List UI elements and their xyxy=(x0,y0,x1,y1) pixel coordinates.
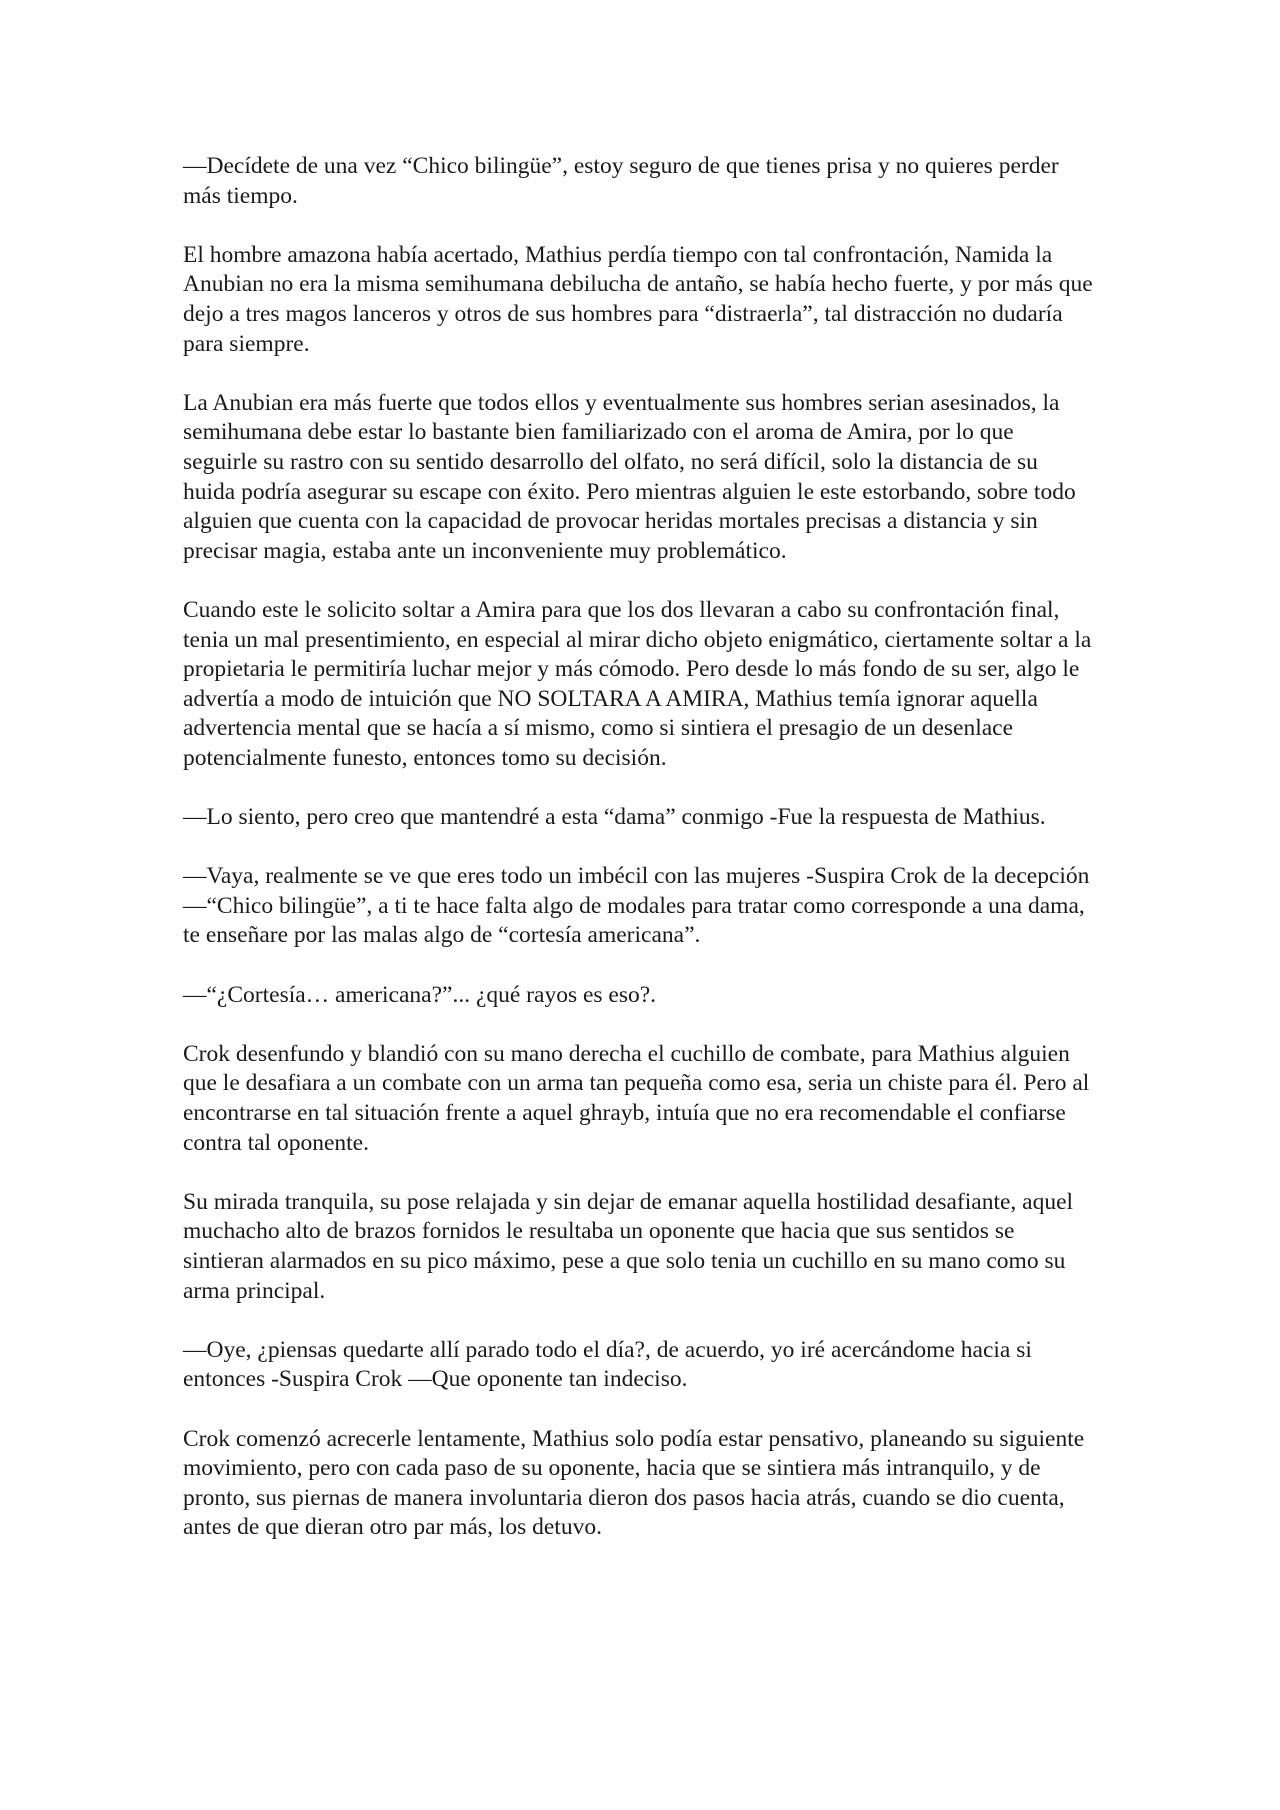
document-body xyxy=(183,152,1093,1543)
paragraph: —“¿Cortesía… americana?”... ¿qué rayos es eso?. xyxy=(183,981,657,1008)
paragraph: El hombre amazona había acertado, Mathius perdía tiempo con tal confrontación, Namida la Anubian no era la misma semihumana debilucha de antaño, se había hecho fuerte, y por más que dejo a tres magos lanceros y otros de sus hombres para “distraerla”, tal distracción no dudaría para siempre. xyxy=(183,241,1093,357)
paragraph: —Vaya, realmente se ve que eres todo un imbécil con las mujeres -Suspira Crok de la decepción —“Chico bilingüe”, a ti te hace falta algo de modales para tratar como corresponde a una dama, te enseñare por las malas algo de “cortesía americana”. xyxy=(183,863,1090,949)
paragraph: Cuando este le solicito soltar a Amira para que los dos llevaran a cabo su confrontación final, tenia un mal presentimiento, en especial al mirar dicho objeto enigmático, ciertamente soltar a la propietaria le permitiría luchar mejor y más cómodo. Pero desde lo más fondo de su ser, algo le advertía a modo de intuición que NO SOLTARA A AMIRA, Mathius temía ignorar aquella advertencia mental que se hacía a sí mismo, como si sintiera el presagio de un desenlace potencialmente funesto, entonces tomo su decisión. xyxy=(183,596,1092,771)
paragraph: —Oye, ¿piensas quedarte allí parado todo el día?, de acuerdo, yo iré acercándome hacia si entonces -Suspira Crok —Que oponente tan indeciso. xyxy=(183,1336,1032,1393)
paragraph: Su mirada tranquila, su pose relajada y sin dejar de emanar aquella hostilidad desafiante, aquel muchacho alto de brazos fornidos le resultaba un oponente que hacia que sus sentidos se sintieran alarmados en su pico máximo, pese a que solo tenia un cuchillo en su mano como su arma principal. xyxy=(183,1188,1074,1304)
paragraph: —Lo siento, pero creo que mantendré a esta “dama” conmigo -Fue la respuesta de Mathius. xyxy=(183,804,1046,831)
paragraph: —Decídete de una vez “Chico bilingüe”, estoy seguro de que tienes prisa y no quieres perder más tiempo. xyxy=(183,153,1059,209)
paragraph: Crok desenfundo y blandió con su mano derecha el cuchillo de combate, para Mathius alguien que le desafiara a un combate con un arma tan pequeña como esa, seria un chiste para él. Pero al encontrarse en tal situación frente a aquel ghrayb, intuía que no era recomendable el confiarse contra tal oponente. xyxy=(183,1040,1090,1156)
paragraph: Crok comenzó acrecerle lentamente, Mathius solo podía estar pensativo, planeando su siguiente movimiento, pero con cada paso de su oponente, hacia que se sintiera más intranquilo, y de pronto, sus piernas de manera involuntaria dieron dos pasos hacia atrás, cuando se dio cuenta, antes de que dieran otro par más, los detuvo. xyxy=(183,1425,1085,1541)
paragraph: La Anubian era más fuerte que todos ellos y eventualmente sus hombres serian asesinados, la semihumana debe estar lo bastante bien familiarizado con el aroma de Amira, por lo que seguirle su rastro con su sentido desarrollo del olfato, no será difícil, solo la distancia de su huida podría asegurar su escape con éxito. Pero mientras alguien le este estorbando, sobre todo alguien que cuenta con la capacidad de provocar heridas mortales precisas a distancia y sin precisar magia, estaba ante un inconveniente muy problemático. xyxy=(183,389,1076,564)
